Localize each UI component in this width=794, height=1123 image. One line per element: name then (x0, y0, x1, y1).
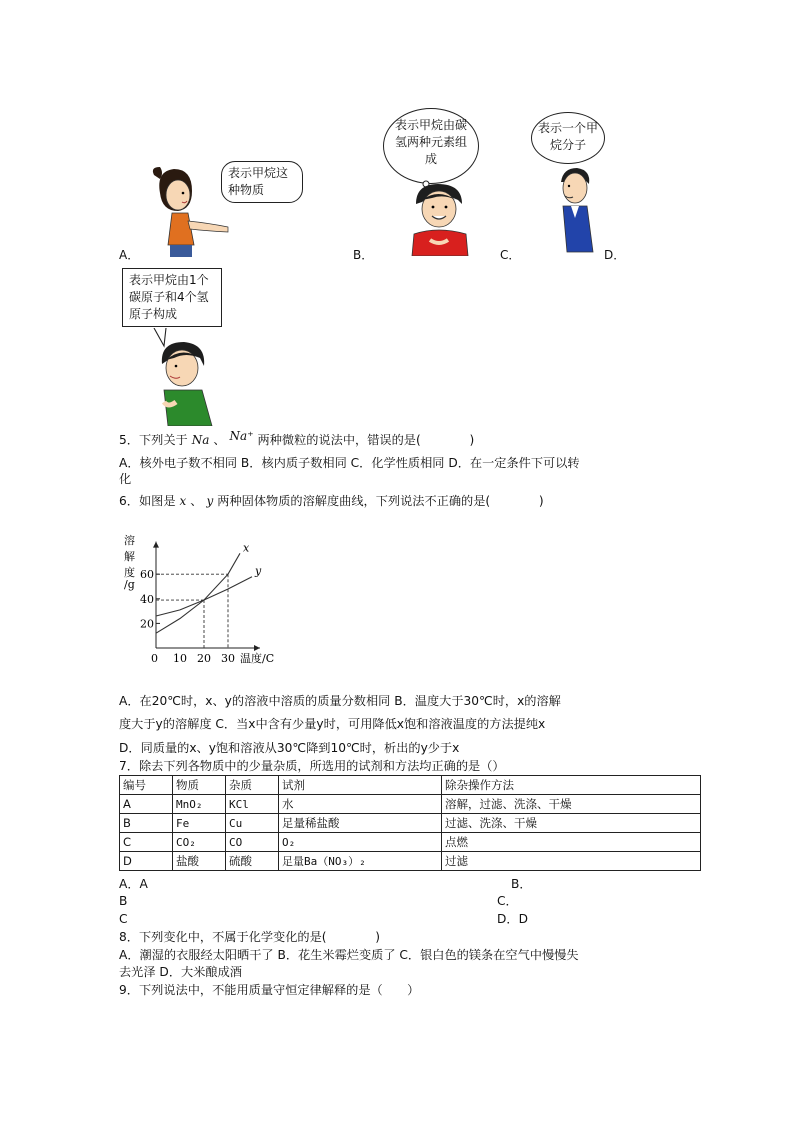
y-axis-arrow (153, 542, 159, 548)
table-cell: 足量Ba（NO₃）₂ (279, 852, 442, 871)
q7-opt-a: A．A (119, 877, 148, 891)
table-cell: 物质 (173, 776, 226, 795)
x-tick-label: 30 (221, 652, 235, 665)
table-header-row (120, 776, 701, 795)
boy-red-illustration (408, 182, 472, 256)
table-cell: 杂质 (226, 776, 279, 795)
table-cell: B (120, 814, 173, 833)
x-axis-arrow (254, 645, 260, 651)
q4-options (0, 0, 794, 430)
table-row (120, 852, 701, 871)
table-cell: CO₂ (173, 833, 226, 852)
y-tick-label: 40 (140, 592, 154, 606)
y-tick-label: 20 (140, 617, 154, 631)
q7-opt-d: D．D (497, 912, 528, 926)
q5-options-1: A．核外电子数不相同 B．核内质子数相同 C．化学性质相同 D．在一定条件下可以转 (119, 456, 580, 470)
q7-opt-c2: C (119, 912, 128, 926)
q8-options-2: 去光泽 D．大米酿成酒 (119, 965, 242, 979)
impurity-table (119, 775, 701, 871)
q5-stem-post: 两种微粒的说法中，错误的是( ) (257, 433, 475, 447)
q6-y-symbol: y (206, 494, 214, 508)
table-cell: A (120, 795, 173, 814)
table-cell: 过滤、洗涤、干燥 (442, 814, 701, 833)
q6-stem (119, 493, 544, 509)
series-label-y: y (255, 564, 262, 578)
chart-ylabel-1: 溶 (124, 534, 135, 547)
q5-stem (119, 429, 475, 448)
solubility-chart (116, 530, 306, 670)
q6-options-2: 度大于y的溶解度 C．当x中含有少量y时，可用降低x饱和溶液温度的方法提纯x (119, 717, 546, 731)
bubble-d: 表示甲烷由1个碳原子和4个氢原子构成 (122, 268, 222, 327)
option-a-label: A． (119, 248, 140, 262)
table-cell: 除杂操作方法 (442, 776, 701, 795)
option-d-label: D． (604, 248, 626, 262)
chart-ylabel-2: 解 (124, 550, 135, 563)
q6-sep: 、 (190, 494, 203, 508)
table-cell: MnO₂ (173, 795, 226, 814)
table-cell: Fe (173, 814, 226, 833)
option-b-label: B． (353, 248, 374, 262)
table-cell: 硫酸 (226, 852, 279, 871)
x-tick-label: 0 (151, 652, 158, 665)
table-cell: D (120, 852, 173, 871)
q8-options-1: A．潮湿的衣服经太阳晒干了 B．花生米霉烂变质了 C．银白色的镁条在空气中慢慢失 (119, 948, 579, 962)
x-tick-label: 20 (197, 652, 211, 665)
q7-opt-b: B． (511, 877, 532, 891)
sodium-atom-symbol: Na (191, 433, 210, 447)
table-cell: 水 (279, 795, 442, 814)
chart-ylabel-3: 度 (124, 566, 135, 579)
q6-options-3: D．同质量的x、y饱和溶液从30℃降到10℃时，析出的y少于x (119, 741, 460, 755)
x-tick-label: 10 (173, 652, 187, 665)
bubble-b: 表示甲烷由碳氢两种元素组成 (383, 108, 479, 184)
boy-green-illustration (156, 340, 218, 426)
chart-ylabel-4: /g (124, 578, 135, 591)
q9-stem: 9．下列说法中，不能用质量守恒定律解释的是（ ） (119, 983, 420, 997)
sodium-ion-symbol: Na⁺ (229, 429, 254, 443)
q6-stem-pre: 6．如图是 (119, 494, 176, 508)
q6-options-1: A．在20℃时，x、y的溶液中溶质的质量分数相同 B．温度大于30℃时，x的溶解 (119, 694, 561, 708)
series-line-x (156, 553, 240, 633)
q5-stem-pre: 5．下列关于 (119, 433, 188, 447)
x-axis-label: 温度/C (240, 652, 275, 665)
series-label-x: x (243, 541, 250, 555)
table-cell: 足量稀盐酸 (279, 814, 442, 833)
table-cell: 过滤 (442, 852, 701, 871)
q7-opt-b2: B (119, 894, 128, 908)
q5-sep: 、 (213, 433, 226, 447)
table-cell: CO (226, 833, 279, 852)
q7-opt-c: C． (497, 894, 518, 908)
q6-stem-post: 两种固体物质的溶解度曲线，下列说法不正确的是( ) (217, 494, 544, 508)
table-row (120, 795, 701, 814)
q5-options-2: 化 (119, 472, 132, 486)
table-cell: C (120, 833, 173, 852)
table-row (120, 814, 701, 833)
q8-stem: 8．下列变化中，不属于化学变化的是( ) (119, 930, 381, 944)
bubble-c: 表示一个甲烷分子 (531, 112, 605, 164)
table-cell: 溶解，过滤、洗涤、干燥 (442, 795, 701, 814)
bubble-a: 表示甲烷这种物质 (221, 161, 303, 203)
table-cell: 试剂 (279, 776, 442, 795)
table-cell: 编号 (120, 776, 173, 795)
table-cell: O₂ (279, 833, 442, 852)
q7-stem: 7．除去下列各物质中的少量杂质，所选用的试剂和方法均正确的是（） (119, 759, 505, 773)
y-tick-label: 60 (140, 568, 154, 582)
table-cell: Cu (226, 814, 279, 833)
q6-x-symbol: x (179, 494, 187, 508)
table-cell: 点燃 (442, 833, 701, 852)
table-row (120, 833, 701, 852)
table-cell: KCl (226, 795, 279, 814)
table-cell: 盐酸 (173, 852, 226, 871)
option-c-label: C． (500, 248, 521, 262)
man-blue-illustration (553, 166, 601, 258)
